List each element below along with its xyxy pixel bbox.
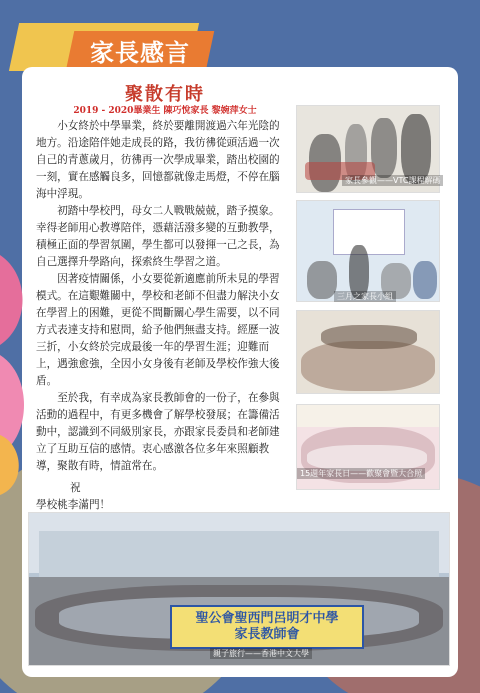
- paragraph: 初踏中學校門，母女二人戰戰兢兢，踏予摸象。幸得老師用心教導陪伴，憑藉活潑多變的互動教學，積極正面的學習氛圍，學生都可以發揮一己之長，為自己選擇升學路向，探索終生學習之道。: [36, 205, 280, 268]
- photo-caption: 三月之家長小組: [334, 291, 396, 302]
- school-banner: [170, 605, 364, 649]
- page-number: P.13: [224, 670, 241, 679]
- article-subtitle: 2019 - 2020畢業生 陳巧悅家長 黎婉萍女士: [73, 106, 257, 116]
- article-title: 聚散有時: [125, 84, 205, 105]
- closing-line: 祝: [70, 482, 81, 494]
- paragraph: 小女終於中學畢業，終於要離開渡過六年光陰的地方。沿途陪伴她走成長的路，我彷彿從頭活過一次自己的青蔥歲月，彷彿再一次學成畢業，踏出校園的一刻，實在感觸良多，回憶都就像走馬燈，不停在腦海中浮現。: [36, 120, 280, 200]
- photo-caption: 15週年家長日——歡聚會暨大合照: [297, 468, 425, 479]
- section-title: 家長感言: [90, 37, 190, 67]
- paragraph: 因著疫情關係，小女要從新適應前所未見的學習模式。在這艱難關中，學校和老師不但盡力解決小女在學習上的困難，更從不間斷關心學生需要，以不同方式表達支持和慰問，給予他們無盡支持。經歷一波三折，小女終於完成最後一年的學習生涯；迎難而上，遇強愈強，全因小女身後有老師及學校作強大後盾。: [36, 273, 280, 387]
- photo-parent-group: [296, 200, 440, 302]
- photo-caption: 家長參觀——VTC課程解碼: [342, 175, 443, 186]
- photo-group-gathering: [296, 310, 440, 394]
- paragraph: 至於我，有幸成為家長教師會的一份子，在參與活動的過程中，有更多機會了解學校發展；在籌備活動中，認識到不同級別家長，亦跟家長委員和老師建立了互助互信的感情。衷心感激各位多年來照顧教導，聚散有時，情誼常在。: [36, 392, 280, 472]
- banner-association: 家長教師會: [234, 627, 300, 642]
- leaf-decoration: [0, 235, 32, 495]
- photo-caption: 親子旅行——香港中文大學: [210, 648, 312, 659]
- closing-line: 學校桃李滿門！: [36, 498, 111, 511]
- article-body: [36, 118, 285, 475]
- banner-school-name: 聖公會聖西門呂明才中學: [195, 611, 339, 626]
